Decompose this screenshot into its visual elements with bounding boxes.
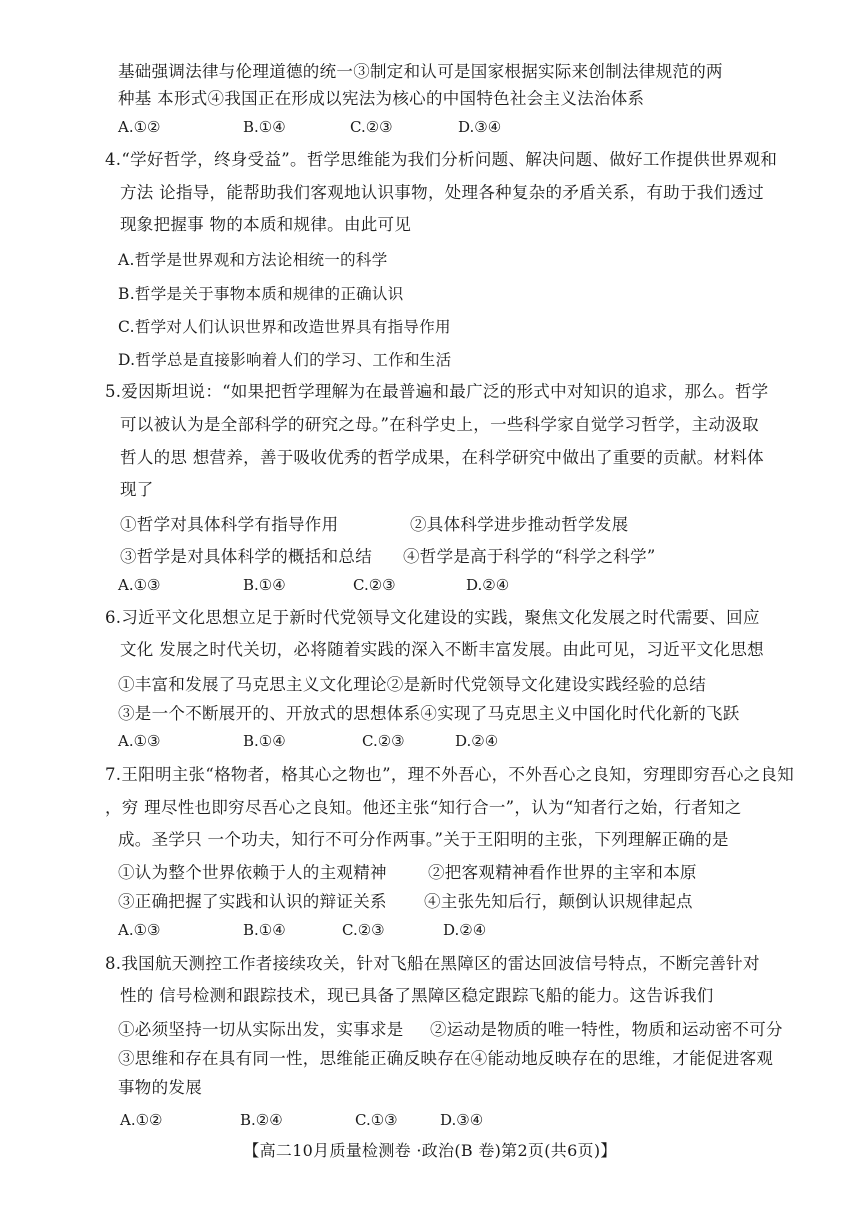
q5-item-4: ④哲学是高于科学的“科学之科学”	[403, 547, 656, 566]
q5-options	[0, 575, 860, 595]
q4-choice-a: A.哲学是世界观和方法论相统一的科学	[118, 251, 388, 269]
q5-item-1: ①哲学对具体科学有指导作用	[120, 515, 339, 534]
q3-option-a: A.①②	[118, 118, 161, 136]
q5-option-a: A.①③	[118, 576, 161, 594]
q4-choice-b: B.哲学是关于事物本质和规律的正确认识	[118, 285, 404, 303]
q4-choice-c: C.哲学对人们认识世界和改造世界具有指导作用	[118, 318, 451, 336]
q8-item-1: ①必须坚持一切从实际出发，实事求是	[118, 1020, 404, 1039]
q5-item-3: ③哲学是对具体科学的概括和总结	[120, 547, 372, 566]
q5-stem-line-3: 哲人的思 想营养，善于吸收优秀的哲学成果，在科学研究中做出了重要的贡献。材料体	[120, 448, 764, 467]
q5-option-c: C.②③	[353, 576, 396, 594]
q6-option-b: B.①④	[243, 732, 286, 750]
q6-stem-line-1: 6.习近平文化思想立足于新时代党领导文化建设的实践，聚焦文化发展之时代需要、回应	[105, 608, 760, 627]
q5-stem-line-2: 可以被认为是全部科学的研究之母。”在科学史上，一些科学家自觉学习哲学，主动汲取	[120, 415, 759, 434]
q5-item-2: ②具体科学进步推动哲学发展	[410, 515, 629, 534]
q4-choice-d: D.哲学总是直接影响着人们的学习、工作和生活	[118, 351, 452, 369]
q3-option-b: B.①④	[243, 118, 286, 136]
q6-option-c: C.②③	[362, 732, 405, 750]
q6-stem-line-2: 文化 发展之时代关切，必将随着实践的深入不断丰富发展。由此可见，习近平文化思想	[120, 640, 764, 659]
q7-option-a: A.①③	[118, 921, 161, 939]
q3-option-d: D.③④	[458, 118, 502, 136]
q8-stem-line-1: 8.我国航天测控工作者接续攻关，针对飞船在黑障区的雷达回波信号特点，不断完善针对	[105, 954, 760, 973]
q7-option-b: B.①④	[243, 921, 286, 939]
q7-stem-line-1: 7.王阳明主张“格物者，格其心之物也”，理不外吾心，不外吾心之良知，穷理即穷吾心之良知	[105, 765, 795, 784]
q3-stem-line-1: 基础强调法律与伦理道德的统一③制定和认可是国家根据实际来创制法律规范的两	[118, 62, 723, 81]
q4-stem-line-3: 现象把握事 物的本质和规律。由此可见	[120, 215, 412, 234]
q3-option-c: C.②③	[350, 118, 393, 136]
q8-option-c: C.①③	[355, 1111, 398, 1129]
q8-item-2: ②运动是物质的唯一特性，物质和运动密不可分	[430, 1020, 783, 1039]
q3-options	[0, 117, 860, 137]
q7-option-d: D.②④	[443, 921, 487, 939]
q7-stem-line-3: 成。圣学只 一个功夫，知行不可分作两事。”关于王阳明的主张，下列理解正确的是	[118, 830, 729, 849]
q7-item-2: ②把客观精神看作世界的主宰和本原	[428, 863, 697, 882]
q8-item-line-2: ③思维和存在具有同一性，思维能正确反映存在④能动地反映存在的思维，才能促进客观	[118, 1049, 774, 1068]
q5-stem-line-4: 现了	[120, 480, 154, 499]
q8-option-d: D.③④	[440, 1111, 484, 1129]
q6-options	[0, 731, 860, 751]
q4-stem-line-2: 方法 论指导，能帮助我们客观地认识事物，处理各种复杂的矛盾关系，有助于我们透过	[120, 183, 764, 202]
q7-item-1: ①认为整个世界依赖于人的主观精神	[118, 863, 387, 882]
q6-item-line-2: ③是一个不断展开的、开放式的思想体系④实现了马克思主义中国化时代化新的飞跃	[118, 704, 740, 723]
q6-item-line-1: ①丰富和发展了马克思主义文化理论②是新时代党领导文化建设实践经验的总结	[118, 675, 706, 694]
q6-option-d: D.②④	[455, 732, 499, 750]
q7-options	[0, 920, 860, 940]
q8-options	[0, 1110, 860, 1130]
q6-option-a: A.①③	[118, 732, 161, 750]
q5-stem-line-1: 5.爱因斯坦说：“如果把哲学理解为在最普遍和最广泛的形式中对知识的追求，那么。哲学	[105, 382, 769, 401]
q7-item-4: ④主张先知后行，颠倒认识规律起点	[424, 892, 693, 911]
page-footer: 【高二10月质量检测卷 ·政治(B 卷)第2页(共6页)】	[243, 1141, 617, 1160]
q7-item-3: ③正确把握了实践和认识的辩证关系	[118, 892, 387, 911]
q5-option-d: D.②④	[466, 576, 510, 594]
q8-stem-line-2: 性的 信号检测和跟踪技术，现已具备了黑障区稳定跟踪飞船的能力。这告诉我们	[120, 986, 714, 1005]
q4-stem-line-1: 4.“学好哲学，终身受益”。哲学思维能为我们分析问题、解决问题、做好工作提供世界观和	[105, 150, 778, 169]
q7-option-c: C.②③	[342, 921, 385, 939]
q7-stem-line-2: ，穷 理尽性也即穷尽吾心之良知。他还主张“知行合一”，认为“知者行之始，行者知之	[105, 798, 742, 817]
q8-item-line-3: 事物的发展	[118, 1078, 202, 1097]
q8-option-b: B.②④	[240, 1111, 283, 1129]
q5-option-b: B.①④	[243, 576, 286, 594]
q3-stem-line-2: 种基 本形式④我国正在形成以宪法为核心的中国特色社会主义法治体系	[118, 89, 645, 108]
q8-option-a: A.①②	[120, 1111, 163, 1129]
